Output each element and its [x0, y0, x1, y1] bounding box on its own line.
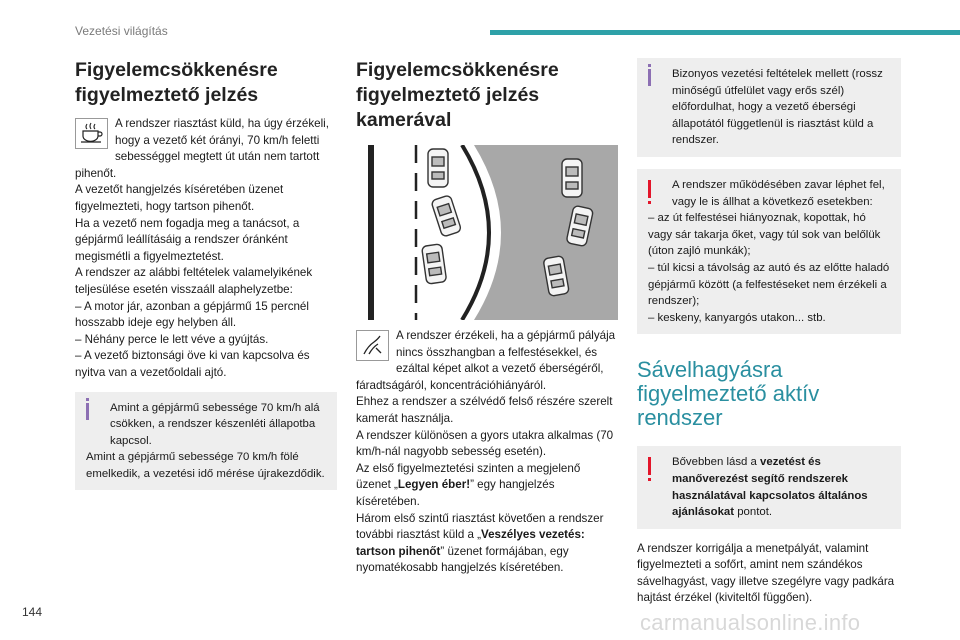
text-run: Három első szintű riasztást követően a rendszer további riasztást küld a „ — [356, 511, 604, 542]
paragraph — [356, 511, 618, 577]
column-1 — [75, 58, 337, 490]
bold-message: Legyen éber! — [397, 478, 471, 492]
warning-note — [637, 446, 901, 528]
section-heading-drowsiness: Figyelemcsökkenésre figyelmeztető jelzés — [75, 59, 278, 106]
bold-message: Veszélyes vezetés: tartson pihenőt — [356, 528, 585, 558]
paragraph: Ehhez a rendszer a szélvédő felső részére szerelt kamerát használja. — [356, 395, 613, 425]
lane-drift-illustration — [356, 145, 618, 320]
text-run: ” üzenet formájában, egy nyomatékosabb hangjelzés kíséretében. — [356, 544, 569, 575]
watermark: carmanualsonline.info — [640, 610, 861, 635]
list-item: – A motor jár, azonban a gépjármű 15 percnél hosszabb ideje egy helyben áll. — [75, 299, 309, 330]
running-header: Vezetési világítás — [75, 24, 168, 38]
steering-alert-icon — [356, 330, 389, 361]
paragraph — [356, 461, 618, 511]
column-3 — [637, 58, 901, 607]
note-text: Amint a gépjármű sebessége 70 km/h alá csökken, a rendszer készenléti állapotba kapcsol. — [110, 401, 320, 447]
header-accent-bar — [490, 30, 960, 35]
paragraph: A rendszer érzékeli, ha a gépjármű pályája nincs összhangban a felfestésekkel, és ezáltal képet alkot a vezető éberségéről, fáradtságáról, koncentrációhiányáról. — [356, 329, 616, 392]
column-2 — [356, 58, 618, 577]
warning-icon — [648, 180, 651, 198]
paragraph: A rendszer különösen a gyors utakra alkalmas (70 km/h-nál nagyobb sebesség esetén). — [356, 428, 614, 459]
text-run: Bővebben lásd a — [672, 456, 761, 469]
text-run: Az első figyelmeztetési szinten a megjelenő üzenet „ — [356, 461, 581, 492]
section-heading-camera: Figyelemcsökkenésre figyelmeztető jelzés kamerával — [356, 59, 559, 131]
paragraph: Ha a vezető nem fogadja meg a tanácsot, a gépjármű leállításáig a rendszer óránként megismétli a figyelmeztetést. — [75, 216, 300, 263]
text-run: ” egy hangjelzés kíséretében. — [356, 478, 555, 508]
list-item: – keskeny, kanyargós utakon... stb. — [648, 311, 826, 324]
paragraph: A rendszer riasztást küld, ha úgy érzékeli, hogy a vezető két órányi, 70 km/h feletti sebességgel megtett út után nem tartott pihenőt. — [75, 117, 329, 180]
text-run: pontot. — [734, 506, 773, 519]
section-heading-lane: Sávelhagyásra figyelmeztető aktív rendszer — [637, 357, 820, 431]
info-icon — [648, 69, 651, 86]
info-note — [75, 392, 337, 491]
list-item: – A vezető biztonsági öve ki van kapcsolva és nyitva van a vezetőoldali ajtó. — [75, 349, 310, 379]
note-text — [648, 454, 891, 520]
list-item: – túl kicsi a távolság az autó és az előtte haladó gépjármű között (a felfestéseket nem érzékeli a rendszer); — [648, 261, 890, 308]
note-text: Bizonyos vezetési feltételek mellett (rossz minőségű útfelület vagy erős szél) előfordulhat, hogy a vezető éberségi állapotától függetlenül is riasztást küld a rendszer. — [672, 68, 883, 147]
info-note — [637, 58, 901, 157]
warning-note — [637, 169, 901, 334]
info-icon — [86, 403, 89, 420]
list-item: – Néhány perce le lett véve a gyújtás. — [75, 332, 269, 346]
paragraph: A rendszer korrigálja a menetpályát, valamint figyelmezteti a sofőrt, amint nem szándékos sávelhagyást, vagy illetve szegélyre vagy padkára hajtást érzékel (kiviteltől függően). — [637, 541, 895, 605]
paragraph: A vezetőt hangjelzés kíséretében üzenet figyelmezteti, hogy tartson pihenőt. — [75, 183, 284, 213]
note-text: Amint a gépjármű sebessége 70 km/h fölé emelkedik, a vezetési idő mérése újrakezdődik. — [86, 451, 325, 480]
page-number: 144 — [22, 605, 43, 619]
note-text: A rendszer működésében zavar léphet fel, vagy le is állhat a következő esetekben: — [672, 178, 885, 208]
list-item: – az út felfestései hiányoznak, kopottak, hó vagy sár takarja őket, vagy túl sok van belőlük (úton zajló munkák); — [648, 212, 881, 258]
paragraph: A rendszer az alábbi feltételek valamelyikének teljesülése esetén visszaáll alaphelyzetbe: — [75, 266, 313, 296]
coffee-cup-icon — [75, 118, 108, 149]
warning-icon — [648, 457, 651, 475]
bold-reference: vezetést és manőverezést segítő rendszerek használatával kapcsolatos általános ajánlásokat — [672, 456, 868, 519]
